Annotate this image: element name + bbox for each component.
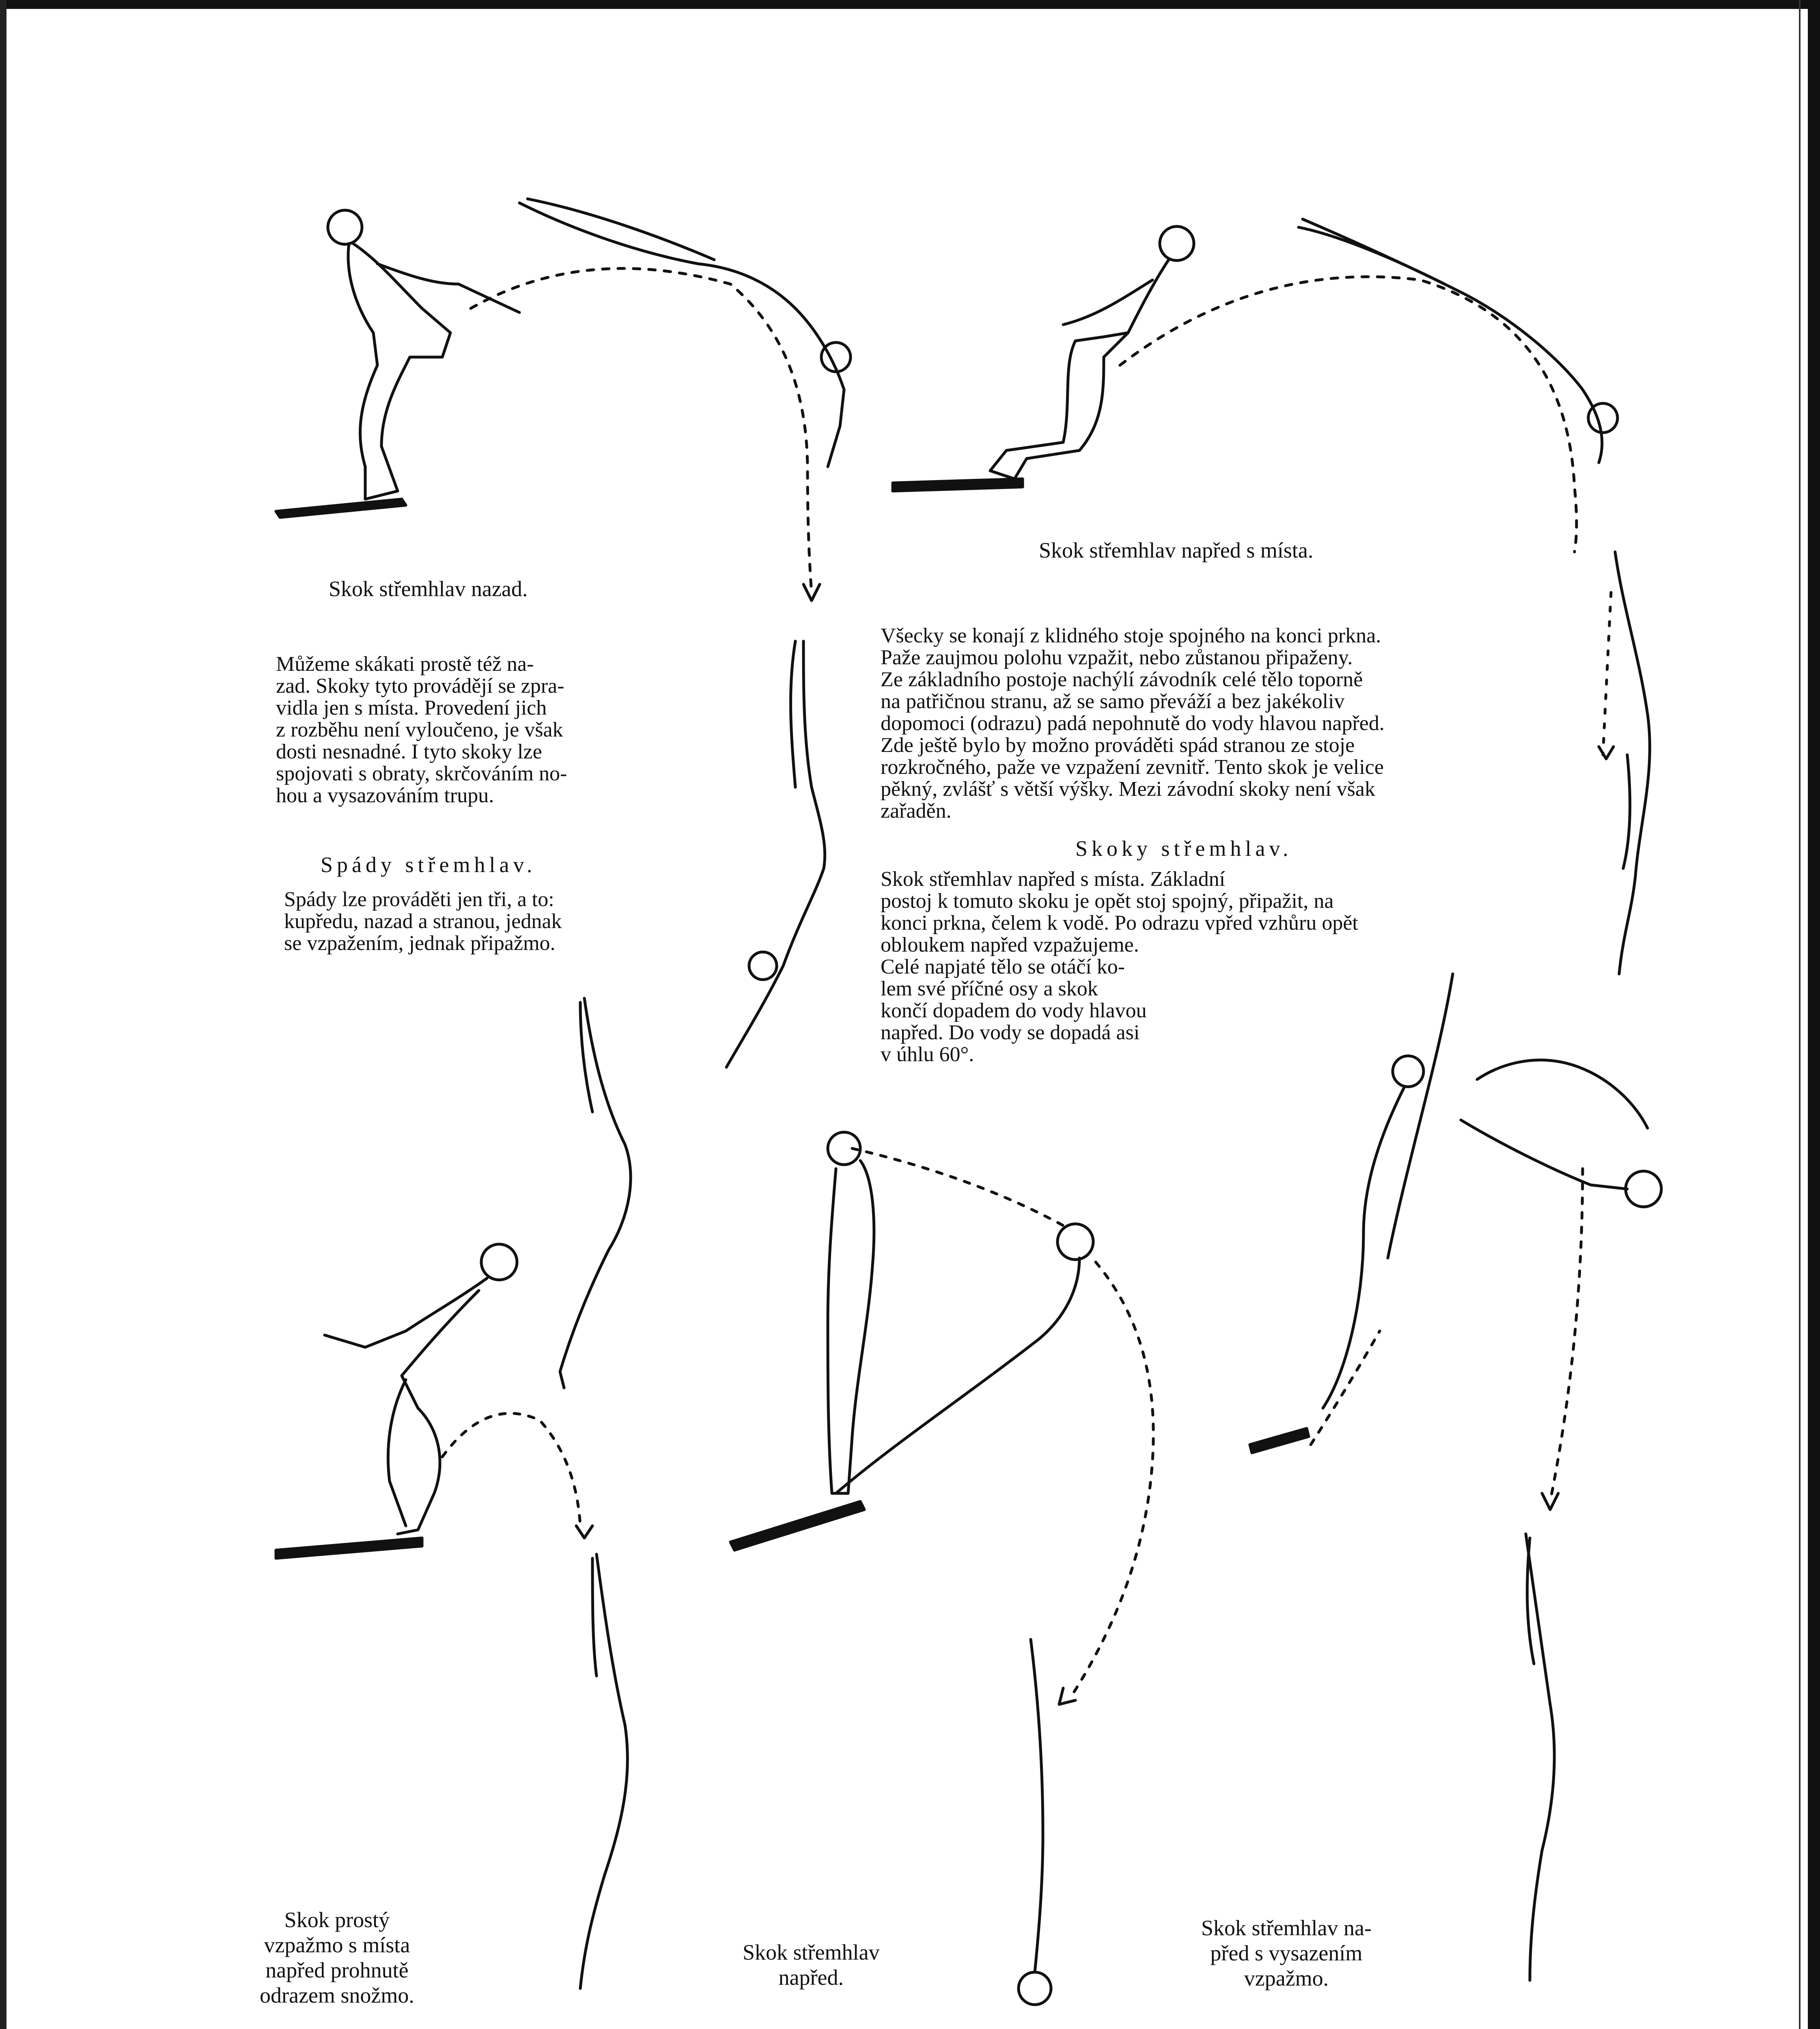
right-paragraph-spady-detail: Všecky se konají z klidného stoje spojného na konci prkna. Paže zaujmou polohu vzpažit, nebo zůstanou připaženy. Ze základního postoje nachýlí závodník celé tělo toporně na patřičnou stranu, až se samo převáží a bez jakékoliv dopomoci (odrazu) padá nepohnutě do vody hlavou napřed. Zde ještě bylo by možno prováděti spád stranou ze stoje rozkročného, paže ve vzpažení zevnitř. Tento skok je velice pěkný, zvlášť s větší výšky. Mezi závodní skoky není však zařaděn. bbox=[881, 624, 1385, 823]
heading-skoky: Skoky střemhlav. bbox=[1075, 836, 1292, 861]
falling-diver-illustration bbox=[726, 641, 825, 1067]
right-paragraph-forward-dive: Skok střemhlav napřed s místa. Základní postoj k tomuto skoku je opět stoj spojný, připažit, na konci prkna, čelem k vodě. Po odrazu vpřed vzhůru opět obloukem napřed vzpažujeme. bbox=[881, 868, 1358, 956]
backward-dive-illustration bbox=[276, 199, 851, 601]
heading-spady: Spády střemhlav. bbox=[321, 853, 536, 877]
caption-forward-extended-dive: Skok střemhlav na- před s vysazením vzpažmo. bbox=[1201, 1916, 1372, 1990]
left-paragraph-spady: Spády lze prováděti jen tři, a to: kupředu, nazad a stranou, jednak se vzpažením, jednak připažmo. bbox=[284, 888, 562, 955]
caption-forward-dive: Skok střemhlav napřed. bbox=[743, 1940, 880, 1990]
caption-simple-jump: Skok prostý vzpažmo s místa napřed prohnutě odrazem snožmo. bbox=[260, 1908, 414, 2007]
caption-backward-dive: Skok střemhlav nazad. bbox=[329, 577, 528, 601]
left-paragraph-backward: Můžeme skákati prostě též na- zad. Skoky tyto provádějí se zpra- vidla jen s místa. Provedení jich z rozběhu není vyloučeno, je však dosti nesnadné. I tyto skoky lze spojovati s obraty, skrčováním no- hou a vysazováním trupu. bbox=[276, 653, 567, 807]
forward-dive-illustration bbox=[730, 1132, 1153, 2005]
caption-forward-standing-dive: Skok střemhlav napřed s místa. bbox=[1039, 538, 1314, 562]
simple-jump-illustration bbox=[276, 998, 631, 1988]
forward-pike-dive-illustration bbox=[1250, 974, 1661, 1980]
right-paragraph-forward-dive-cont: Celé napjaté tělo se otáčí ko- lem své příčné osy a skok končí dopadem do vody hlavou napřed. Do vody se dopadá asi v úhlu 60°. bbox=[881, 955, 1147, 1066]
